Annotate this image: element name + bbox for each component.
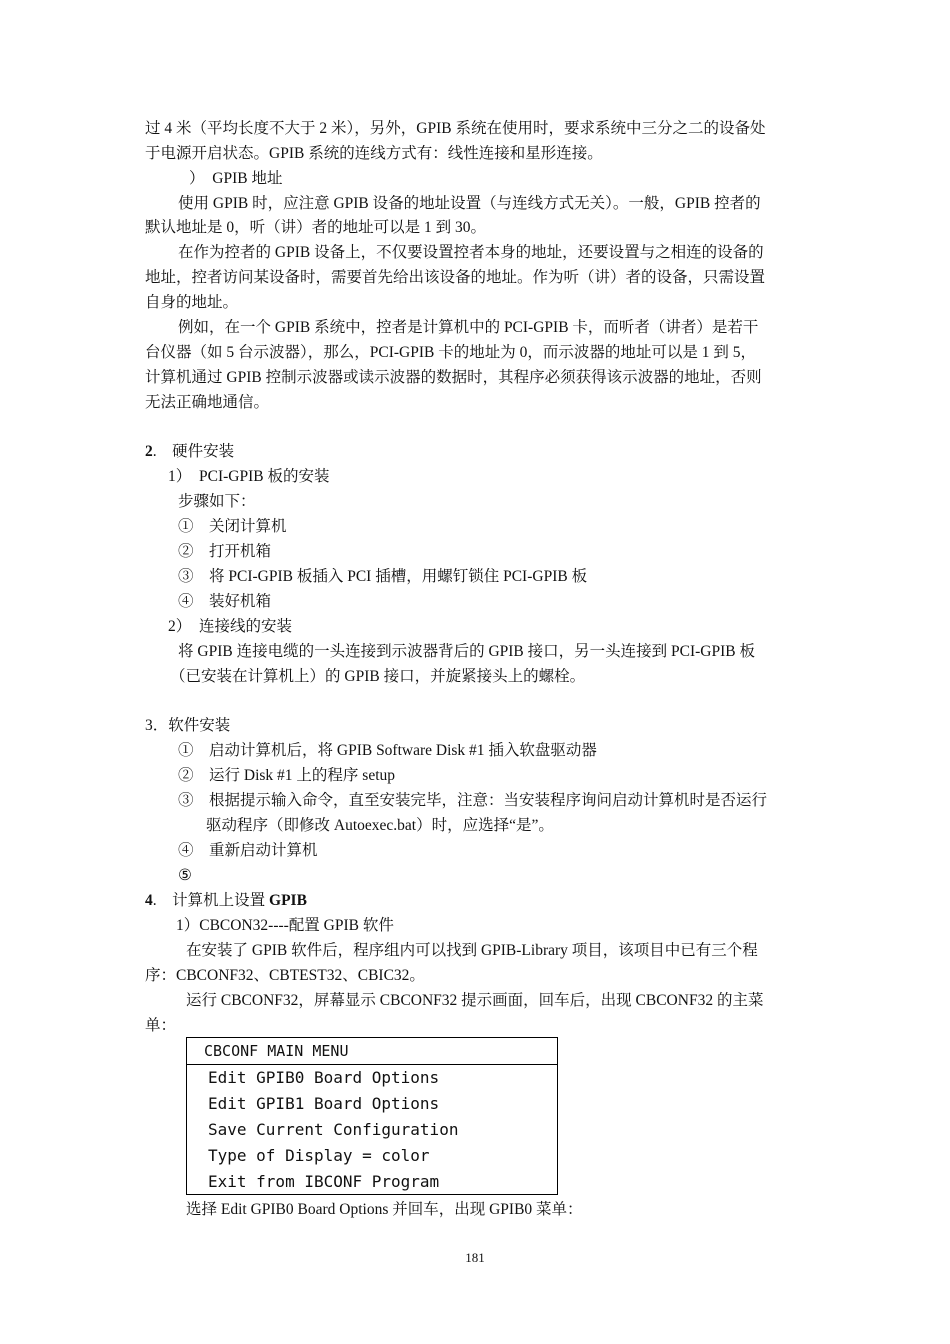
paragraph-line: 在作为控者的 GPIB 设备上，不仅要设置控者本身的地址，还要设置与之相连的设备的 — [178, 244, 764, 261]
list-item: ① 启动计算机后，将 GPIB Software Disk #1 插入软盘驱动器 — [178, 742, 597, 759]
menu-item-exit: Exit from IBCONF Program — [208, 1172, 440, 1191]
page-number: 181 — [465, 1250, 485, 1265]
section-title-bold: GPIB — [269, 892, 307, 909]
paragraph-line: 例如，在一个 GPIB 系统中，控者是计算机中的 PCI-GPIB 卡，而听者（讲者）是若干 — [178, 319, 759, 336]
section-heading-software: 3．软件安装 — [145, 717, 231, 734]
subheading-cbcon32: 1）CBCON32----配置 GPIB 软件 — [176, 917, 394, 934]
section-heading-hardware — [145, 442, 234, 462]
menu-item-display-type: Type of Display = color — [208, 1146, 430, 1165]
paragraph-line: 在安装了 GPIB 软件后，程序组内可以找到 GPIB-Library 项目，该项目中已有三个程 — [186, 942, 758, 959]
paragraph-line: 台仪器（如 5 台示波器），那么，PCI-GPIB 卡的地址为 0，而示波器的地址可以是 1 到 5， — [145, 344, 756, 361]
section-number: 2 — [145, 443, 153, 460]
paragraph-line: 过 4 米（平均长度不大于 2 米），另外，GPIB 系统在使用时，要求系统中三分之二的设备处 — [145, 120, 766, 137]
list-item: ② 打开机箱 — [178, 543, 272, 560]
list-item: ① 关闭计算机 — [178, 518, 287, 535]
section-title: . 硬件安装 — [152, 443, 235, 460]
list-item: ② 运行 Disk #1 上的程序 setup — [178, 767, 396, 784]
paragraph-line: 将 GPIB 连接电缆的一头连接到示波器背后的 GPIB 接口，另一头连接到 PCI-GPIB 板 — [178, 643, 755, 660]
paragraph-line: 计算机通过 GPIB 控制示波器或读示波器的数据时，其程序必须获得该示波器的地址，否则 — [145, 369, 762, 386]
menu-item-edit-gpib1: Edit GPIB1 Board Options — [208, 1094, 440, 1113]
cbconf-main-menu — [186, 1037, 558, 1195]
paragraph-line: 单： — [145, 1017, 177, 1034]
section-title: . 计算机上设置 — [152, 892, 270, 909]
paragraph-line: 地址，控者访问某设备时，需要首先给出该设备的地址。作为听（讲）者的设备，只需设置 — [145, 269, 766, 286]
list-item: ④ 装好机箱 — [178, 593, 272, 610]
menu-title: CBCONF MAIN MENU — [187, 1038, 557, 1065]
steps-intro: 步骤如下： — [178, 493, 256, 510]
paragraph-line: 选择 Edit GPIB0 Board Options 并回车，出现 GPIB0 菜单： — [186, 1201, 583, 1218]
section-number: 4 — [145, 892, 153, 909]
list-item: ③ 根据提示输入命令，直至安装完毕，注意：当安装程序询问启动计算机时是否运行 — [178, 792, 768, 809]
menu-item-edit-gpib0: Edit GPIB0 Board Options — [208, 1068, 440, 1087]
list-item: ⑤ — [178, 867, 192, 884]
paragraph-line: 于电源开启状态。GPIB 系统的连线方式有：线性连接和星形连接。 — [145, 145, 603, 162]
paragraph-line: 自身的地址。 — [145, 294, 239, 311]
list-item-continuation: 驱动程序（即修改 Autoexec.bat）时，应选择“是”。 — [206, 817, 554, 834]
menu-item-save-config: Save Current Configuration — [208, 1120, 459, 1139]
paragraph-line: （已安装在计算机上）的 GPIB 接口，并旋紧接头上的螺栓。 — [170, 668, 586, 685]
subheading-cable-install: 2） 连接线的安装 — [168, 618, 293, 635]
list-item: ④ 重新启动计算机 — [178, 842, 318, 859]
paragraph-line: 默认地址是 0，听（讲）者的地址可以是 1 到 30。 — [145, 219, 487, 236]
list-item: ③ 将 PCI-GPIB 板插入 PCI 插槽，用螺钉锁住 PCI-GPIB 板 — [178, 568, 588, 585]
subheading-pci-gpib-install: 1） PCI-GPIB 板的安装 — [168, 468, 330, 485]
paragraph-line: 无法正确地通信。 — [145, 394, 270, 411]
paragraph-line: 使用 GPIB 时，应注意 GPIB 设备的地址设置（与连线方式无关）。一般，GPIB 控者的 — [178, 195, 761, 212]
paragraph-line: 运行 CBCONF32，屏幕显示 CBCONF32 提示画面，回车后，出现 CBCONF32 的主菜 — [186, 992, 764, 1009]
paragraph-line: 序：CBCONF32、CBTEST32、CBIC32。 — [145, 967, 425, 984]
section-heading-gpib-setup — [145, 891, 307, 911]
subheading-gpib-address: ） GPIB 地址 — [189, 170, 283, 187]
